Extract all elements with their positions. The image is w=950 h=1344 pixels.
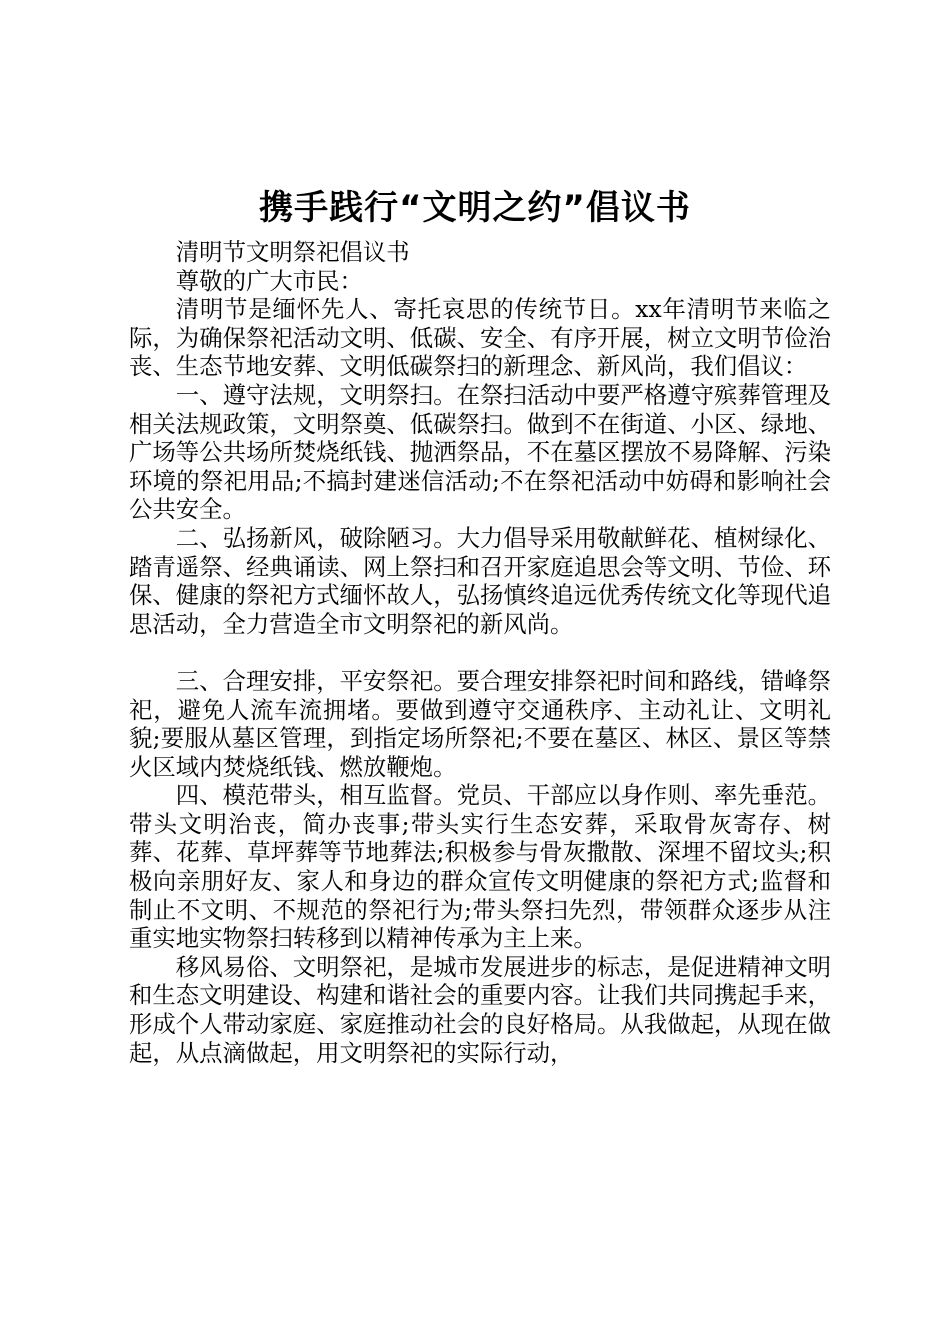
document-title: 携手践行“文明之约”倡议书 [259, 188, 691, 228]
intro-paragraph: 清明节是缅怀先人、寄托哀思的传统节日。xx年清明节来临之际，为确保祭祀活动文明、低碳、安全、有序开展，树立文明节俭治丧、生态节地安葬、文明低碳祭扫的新理念、新风尚，我们倡议： [129, 295, 831, 381]
proposal-paragraph-2: 二、弘扬新风，破除陋习。大力倡导采用敬献鲜花、植树绿化、踏青遥祭、经典诵读、网上祭扫和召开家庭追思会等文明、节俭、环保、健康的祭祀方式缅怀故人，弘扬慎终追远优秀传统文化等现代追思活动，全力营造全市文明祭祀的新风尚。 [129, 523, 831, 638]
proposal-paragraph-4: 四、模范带头，相互监督。党员、干部应以身作则、率先垂范。带头文明治丧，简办丧事;带头实行生态安葬，采取骨灰寄存、树葬、花葬、草坪葬等节地葬法;积极参与骨灰撒散、深埋不留坟头;积极向亲朋好友、家人和身边的群众宣传文明健康的祭祀方式;监督和制止不文明、不规范的祭祀行为;带头祭扫先烈，带领群众逐步从注重实地实物祭扫转移到以精神传承为主上来。 [129, 781, 831, 953]
proposal-paragraph-3: 三、合理安排，平安祭祀。要合理安排祭祀时间和路线，错峰祭祀，避免人流车流拥堵。要做到遵守交通秩序、主动礼让、文明礼貌;要服从墓区管理，到指定场所祭祀;不要在墓区、林区、景区等禁火区域内焚烧纸钱、燃放鞭炮。 [129, 666, 831, 781]
subtitle-paragraph: 清明节文明祭祀倡议书 [175, 238, 410, 266]
proposal-paragraph-1: 一、遵守法规，文明祭扫。在祭扫活动中要严格遵守殡葬管理及相关法规政策，文明祭奠、低碳祭扫。做到不在街道、小区、绿地、广场等公共场所焚烧纸钱、抛洒祭品，不在墓区摆放不易降解、污染环境的祭祀用品;不搞封建迷信活动;不在祭祀活动中妨碍和影响社会公共安全。 [129, 380, 831, 524]
closing-paragraph: 移风易俗、文明祭祀，是城市发展进步的标志，是促进精神文明和生态文明建设、构建和谐社会的重要内容。让我们共同携起手来，形成个人带动家庭、家庭推动社会的良好格局。从我做起，从现在做起，从点滴做起，用文明祭祀的实际行动， [129, 952, 831, 1067]
salutation-paragraph: 尊敬的广大市民： [175, 266, 363, 295]
document-body [129, 238, 831, 1067]
